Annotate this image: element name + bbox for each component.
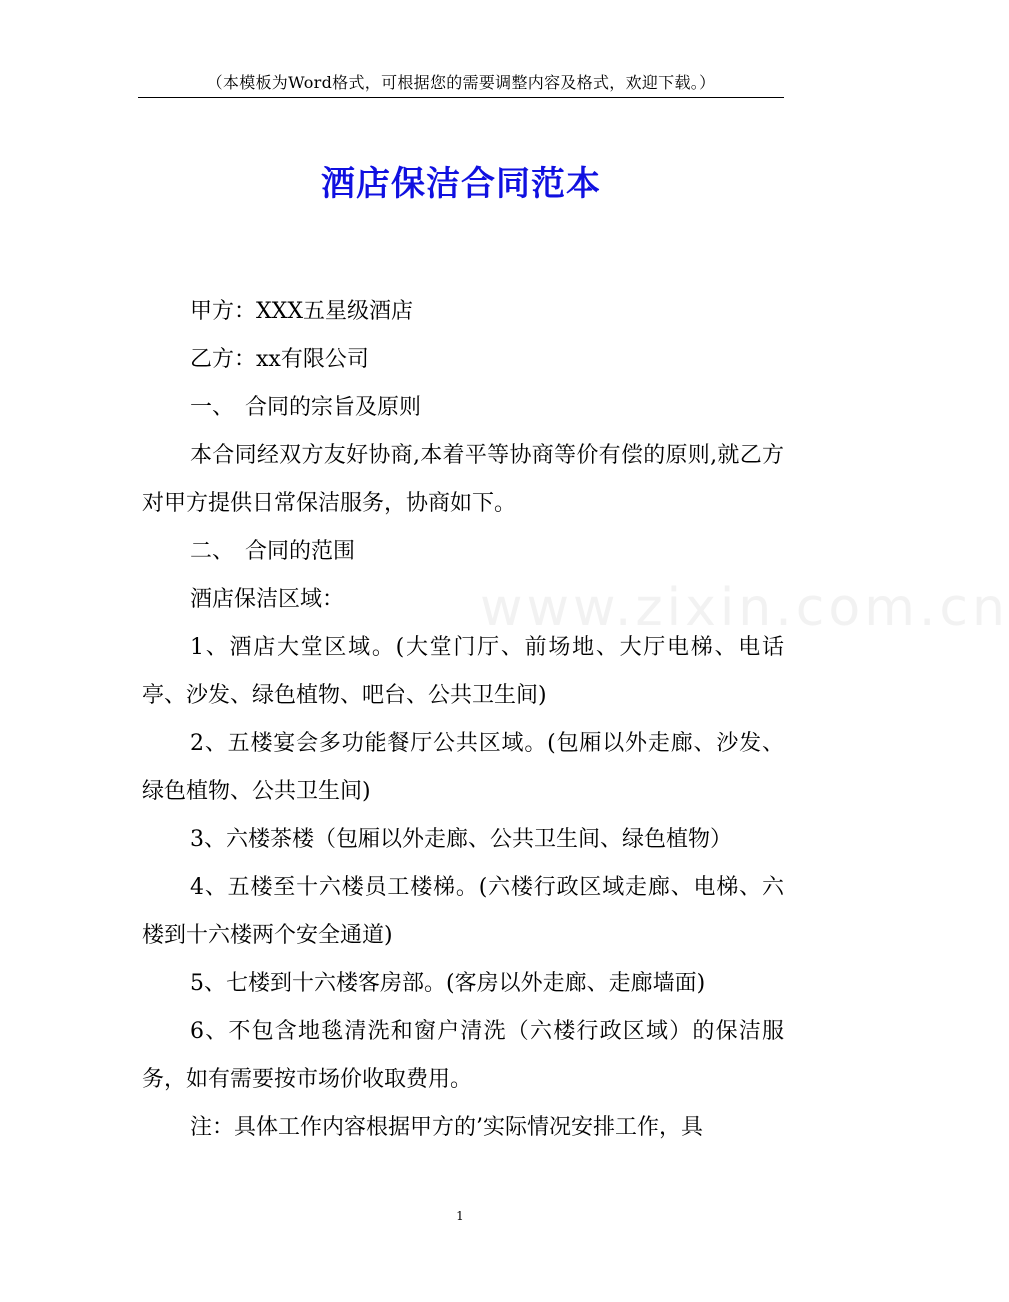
list-item: 4、五楼至十六楼员工楼梯。(六楼行政区域走廊、电梯、六楼到十六楼两个安全通道) (142, 875, 784, 948)
list-item: 1、酒店大堂区域。(大堂门厅、前场地、大厅电梯、电话亭、沙发、绿色植物、吧台、公共卫生间) (142, 635, 784, 708)
section-heading-2: 二、 合同的范围 (190, 539, 356, 564)
document-title: 酒店保洁合同范本 (321, 164, 601, 204)
page-number: 1 (456, 1209, 464, 1223)
paragraph: 酒店保洁区域： (190, 587, 345, 612)
header-divider (138, 97, 784, 98)
party-b-line: 乙方：xx有限公司 (190, 347, 369, 372)
list-item: 2、五楼宴会多功能餐厅公共区域。(包厢以外走廊、沙发、绿色植物、公共卫生间) (142, 731, 784, 804)
list-item: 6、不包含地毯清洗和窗户清洗（六楼行政区域）的保洁服务，如有需要按市场价收取费用。 (142, 1019, 784, 1092)
note-paragraph: 注：具体工作内容根据甲方的’实际情况安排工作，具 (190, 1115, 703, 1140)
document-body (142, 288, 784, 1152)
paragraph: 本合同经双方友好协商,本着平等协商等价有偿的原则,就乙方对甲方提供日常保洁服务，协商如下。 (142, 443, 784, 516)
list-item: 3、六楼茶楼（包厢以外走廊、公共卫生间、绿色植物） (190, 827, 732, 852)
section-heading-1: 一、 合同的宗旨及原则 (190, 395, 422, 420)
party-a-line: 甲方：XXX五星级酒店 (190, 299, 413, 324)
list-item: 5、七楼到十六楼客房部。(客房以外走廊、走廊墙面) (190, 971, 706, 996)
header-note: （本模板为Word格式，可根据您的需要调整内容及格式，欢迎下载。） (206, 73, 716, 92)
watermark: www.zixin.com.cn (480, 578, 1009, 638)
